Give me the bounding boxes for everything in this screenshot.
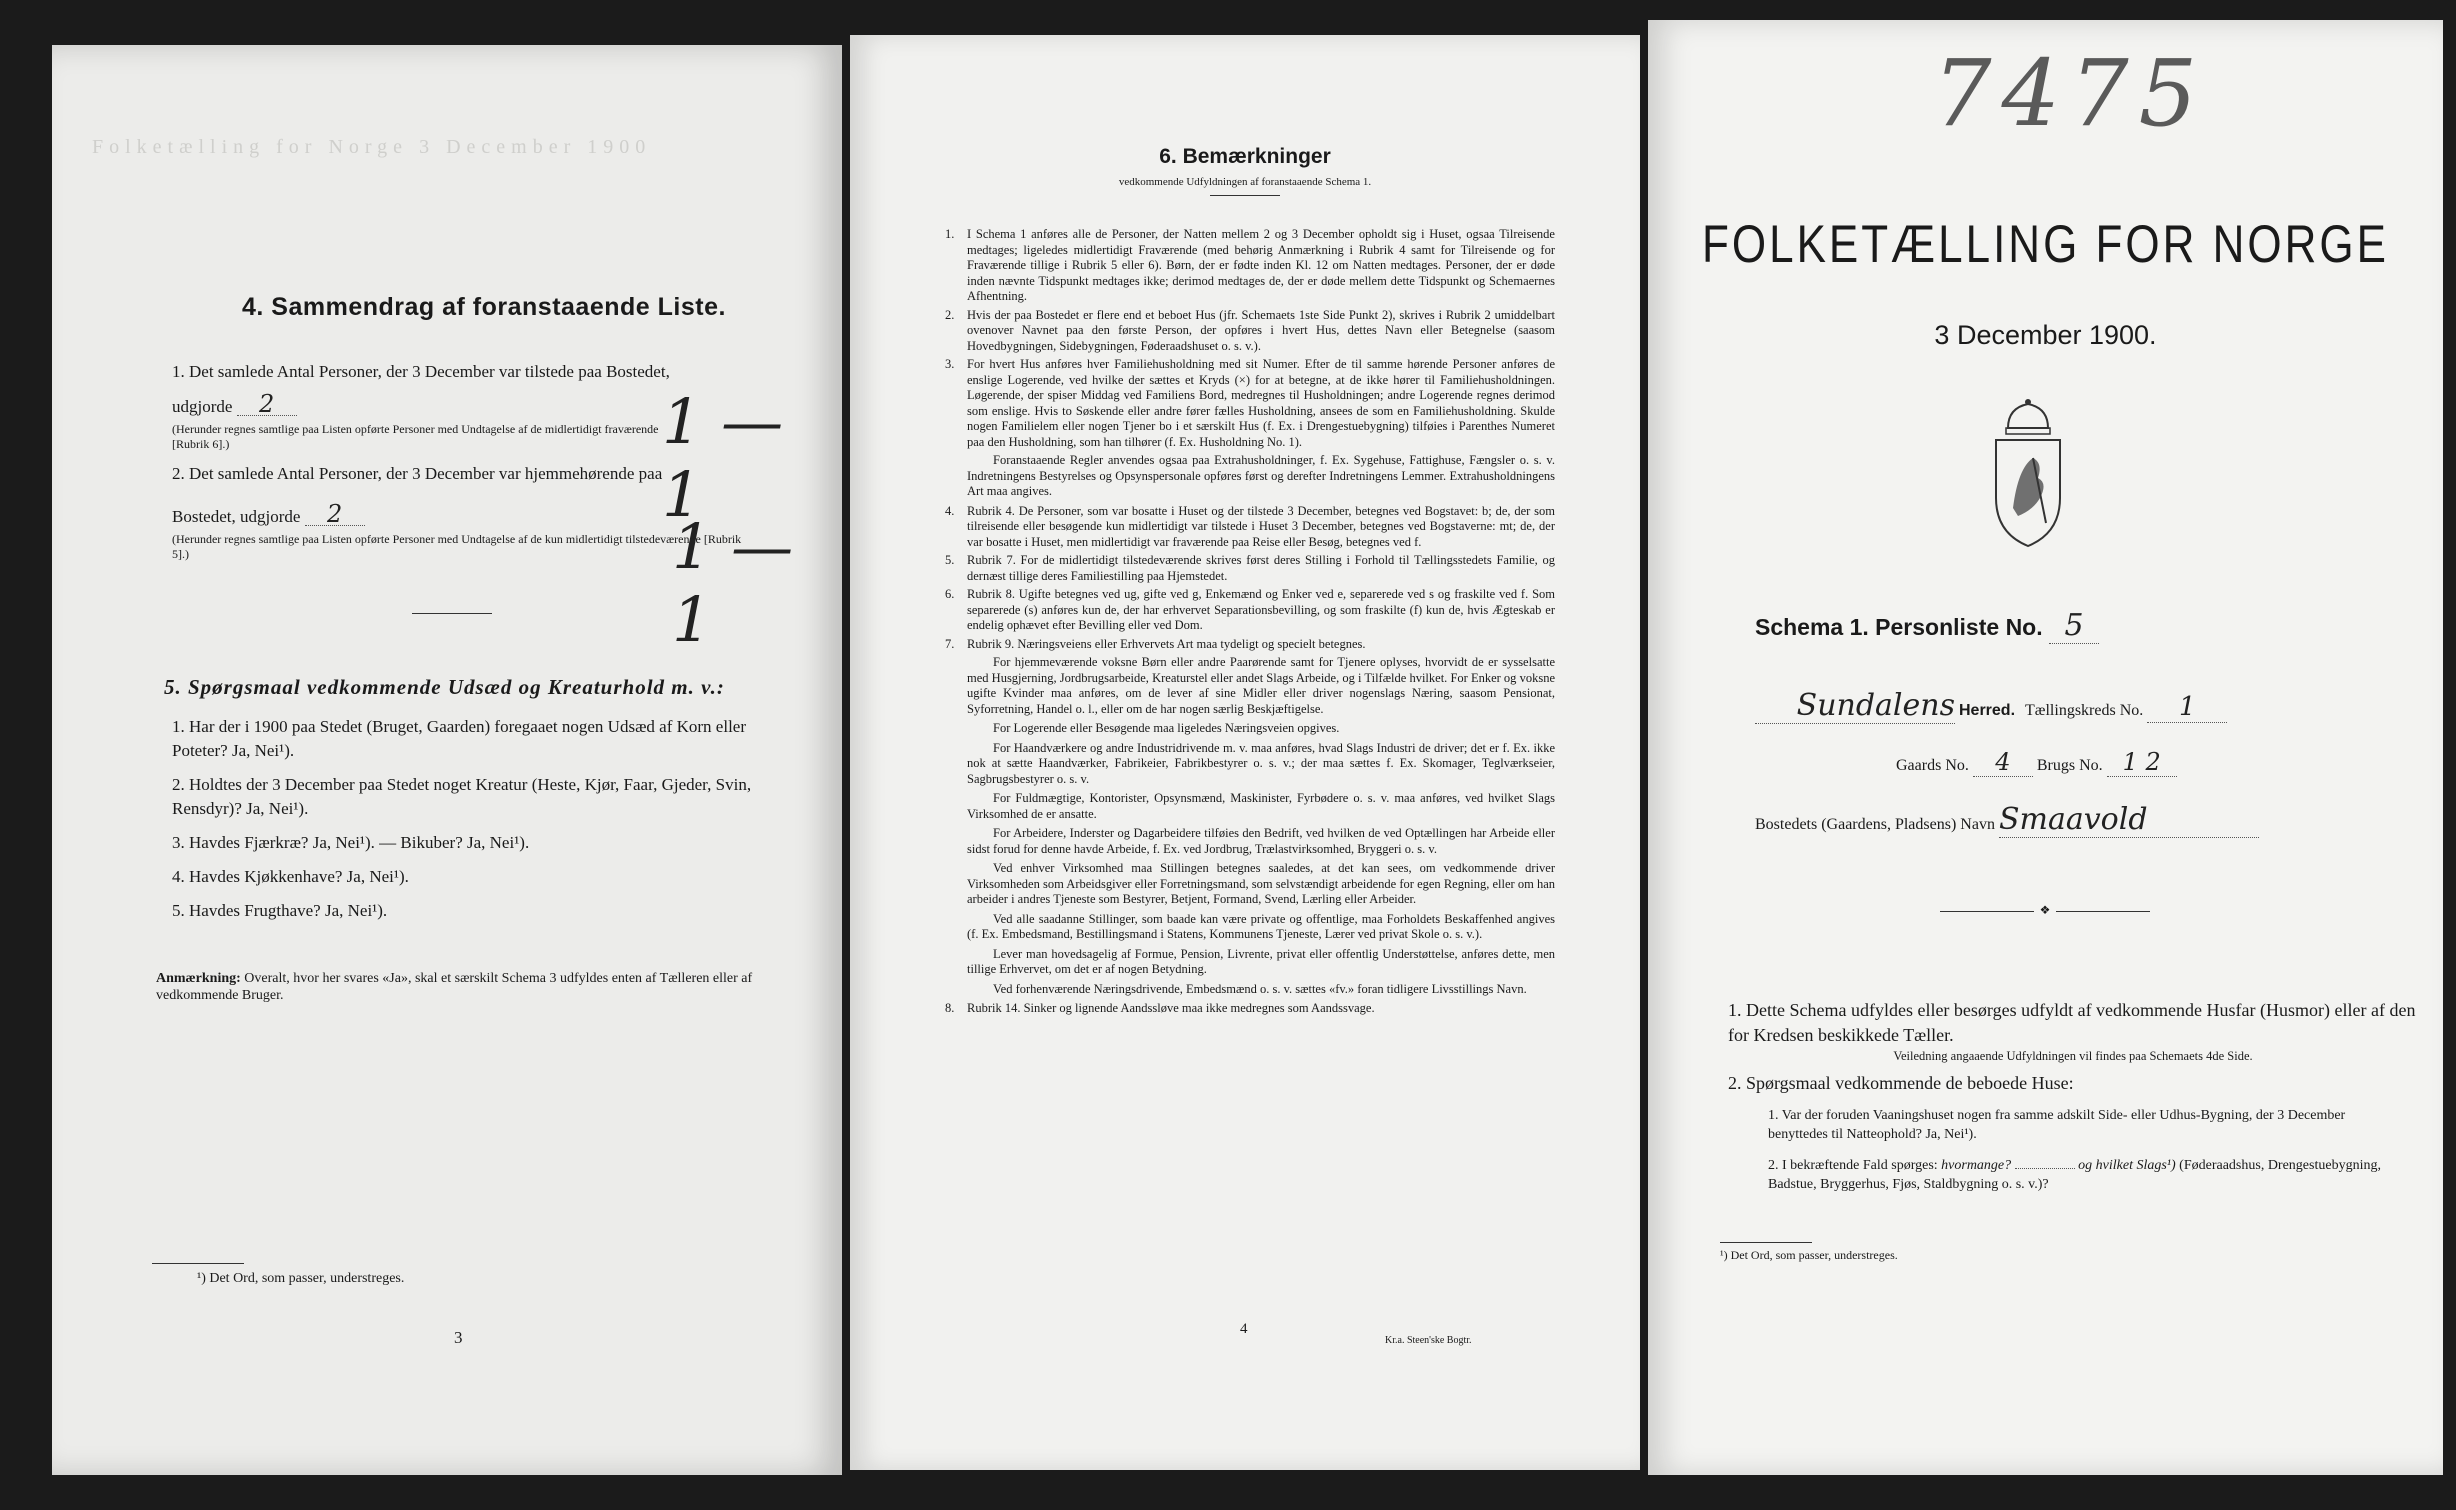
remark-item — [945, 826, 1555, 858]
remark-number — [945, 655, 967, 718]
remark-number: 7. — [945, 636, 955, 651]
item1-prefix: udgjorde — [172, 397, 233, 416]
remark-item — [945, 741, 1555, 789]
remark-number: 2. — [945, 307, 955, 322]
remarks-list — [945, 227, 1555, 1020]
q2-answer: Ja, Nei¹). — [246, 799, 309, 818]
item1-text: 1. Det samlede Antal Personer, der 3 December var tilstede paa Bostedet, — [172, 362, 670, 381]
remark-text: Foranstaaende Regler anvendes ogsaa paa Extrahusholdninger, f. Ex. Sygehuse, Fattighuse, Fængsler o. s. v. Indretningens Bestyrelses og Opsynspersonale opføres først og derefter Indretningens Lemmer. Extrahusholdningens Art maa angives. — [967, 453, 1555, 498]
remark-item — [945, 1001, 1555, 1017]
page-4 — [850, 35, 1640, 1470]
remark-number: 5. — [945, 553, 955, 567]
document-date: 3 December 1900. — [1934, 320, 2157, 350]
remark-number: 6. — [945, 587, 955, 601]
remark-text: For Logerende eller Besøgende maa ligeledes Næringsveien opgives. — [993, 721, 1340, 735]
footnote: ¹) Det Ord, som passer, understreges. — [197, 1271, 405, 1286]
herred-value: Sundalens — [1755, 688, 1955, 724]
q3-answer: Ja, Nei¹). — Bikuber? Ja, Nei¹). — [312, 833, 530, 852]
remark-item — [945, 861, 1555, 909]
brugs-label: Brugs No. — [2036, 757, 2103, 774]
item1-value: 2 — [237, 393, 297, 416]
q1-answer: Ja, Nei¹). — [231, 741, 295, 760]
instruction-1-sub: Veiledning angaaende Udfyldningen vil findes paa Schemaets 4de Side. — [1893, 1049, 2253, 1063]
coat-of-arms — [1988, 398, 2068, 553]
remark-item — [945, 791, 1555, 823]
remark-text: Rubrik 14. Sinker og lignende Aandssløve maa ikke medregnes som Aandssvage. — [967, 1001, 1375, 1015]
page-1-cover — [1648, 20, 2443, 1475]
remark-text: Hvis der paa Bostedet er flere end et beboet Hus (jfr. Schemaets 1ste Side Punkt 2), skrives i Rubrik 2 umiddelbart ovenover Navnet paa den første Person, der opføres i hvert Hus, dettes Navn eller Betegnelse (saasom Hovedbygningen, Sidebygningen, Føderaadshuset o. s. v.). — [967, 307, 1555, 353]
remark-item — [945, 357, 1555, 450]
instructions — [1728, 998, 2418, 1194]
remark-item — [945, 504, 1555, 551]
remark-text: Rubrik 8. Ugifte betegnes ved ug, gifte ved g, Enkemænd og Enker ved e, separerede ved s og fraskilte ved f. Som separerede (s) anføres kun de, der har erhvervet Separationsbevilling, og som fraskilte (f) kun de, hvis Ægteskab er endelig ophævet efter Bevilling eller ved Dom. — [967, 587, 1555, 632]
remark-number — [945, 791, 967, 823]
remark-number — [945, 741, 967, 789]
item2-value: 2 — [305, 503, 365, 526]
instruction-1: 1. Dette Schema udfyldes eller besørges udfyldt af vedkommende Husfar (Husmor) eller af den for Kredsen beskikkede Tæller. — [1728, 1000, 2416, 1045]
gaards-line — [1896, 748, 2396, 777]
footnote: ¹) Det Ord, som passer, understreges. — [1720, 1248, 1898, 1262]
printer-mark: Kr.a. Steen'ske Bogtr. — [1385, 1335, 1472, 1346]
remark-number — [945, 861, 967, 909]
remark-text: For Fuldmægtige, Kontorister, Opsynsmænd, Maskinister, Fyrbødere o. s. v. maa anføres, ved hvilket Slags Virksomhed de er ansatte. — [967, 791, 1555, 821]
q4: 4. Havdes Kjøkkenhave? Ja, Nei¹). — [172, 867, 409, 886]
remark-text: Rubrik 4. De Personer, som var bosatte i Huset og der tilstede 3 December, betegnes ved Bogstavet: b; de, der som tilreisende eller besøgende kun midlertidigt var tilstede i Huset 3 December, betegnes ved Bogstaverne: mt; de, der var bosatte i Huset, men midlertidigt var fraværende paa Reise eller Besøg, betegnes ved f. — [967, 503, 1555, 549]
remark-text: I Schema 1 anføres alle de Personer, der Natten mellem 2 og 3 December opholdt sig i Huset, ogsaa Tilreisende medtages; ligeledes midlertidigt Fraværende (med behørig Anmærkning i Rubrik 4 samt for Tilreisende og for Fraværende tillige i Rubrik 5 eller 6). Børn, der er fødte inden Kl. 12 om Natten medtages. Personer, der er døde inden nævnte Tidspunkt medtages ikke; derimod medtages de, der er døde mellem dette Tidspunkt og Schemaernes Afhentning. — [967, 227, 1555, 303]
page-3 — [52, 45, 842, 1475]
ornament-divider: ❖ — [1940, 902, 2150, 918]
remark-text: For hjemmeværende voksne Børn eller andre Paarørende samt for Tjenere oplyses, hvorvidt de er sysselsatte med Husgjerning, Jordbrugsarbeide, Kreaturstel eller andet Slags Arbeide, og i Tilfælde hvilket. For Enker og voksne ugifte Kvinder maa anføres, om de lever af sine Midler eller driver nogenslags Næring, saasom Pensionat, Syforretning, Handel o. l., eller om de har nogen særlig Beskjæftigelse. — [967, 655, 1555, 716]
remarks-heading: 6. Bemærkninger — [1159, 145, 1331, 168]
remark-number: 4. — [945, 503, 955, 518]
footnote-rule — [152, 1263, 244, 1264]
remark-item — [945, 637, 1555, 653]
bosted-label: Bostedets (Gaardens, Pladsens) Navn — [1755, 816, 1995, 833]
q4-answer: Ja, Nei¹). — [346, 867, 409, 886]
section4-heading: 4. Sammendrag af foranstaaende Liste. — [242, 293, 726, 321]
remark-text: Lever man hovedsagelig af Formue, Pension, Livrente, privat eller offentlig Understøttelse, anføres dette, men tillige Erhvervet, om det er af nogen Betydning. — [967, 946, 1555, 976]
remark-text: For hvert Hus anføres hver Familiehusholdning med sit Numer. Efter de til samme hørende Personer anføres de enslige Logerende, ved hvilke der sættes et Kryds (×) for at betegne, at de ikke hører til Familiehusholdningen. Løgerende, der spiser Middag ved Familiens Bord, medregnes til Husholdningen; andre Logerende regnes derimod som enslige. Hvis to Søskende eller andre fører fælles Husholdning, ansees de som en Familiehusholdning. Skulde nogen Familielem eller nogen Tjener bo i et særskilt Hus (f. Ex. i Drengestuebygning) tilføies i Parenthes Numeret paa den Husholdning, som han tilhører (f. Ex. Husholdning No. 1). — [967, 357, 1555, 449]
remark-text: Ved forhenværende Næringsdrivende, Embedsmænd o. s. v. sættes «fv.» foran tidligere Livsstillings Navn. — [993, 981, 1527, 996]
remark-number — [945, 826, 967, 858]
faint-bleed-header: Folketælling for Norge 3 December 1900 — [92, 136, 652, 158]
remark-item — [945, 912, 1555, 944]
instruction-2-q2: 2. I bekræftende Fald spørges: hvormange? og hvilket Slags¹) (Føderaadshus, Drengestuebygning, Badstue, Bryggerhus, Fjøs, Staldbygning o. s. v.)? — [1768, 1158, 2381, 1192]
item2-prefix: Bostedet, udgjorde — [172, 507, 301, 526]
q3: 3. Havdes Fjærkræ? Ja, Nei¹). — Bikuber? Ja, Nei¹). — [172, 833, 530, 852]
remark-item — [945, 721, 1555, 738]
remark-number — [945, 721, 967, 738]
remark-number: 1. — [945, 227, 955, 241]
remark-item — [945, 982, 1555, 999]
q5: 5. Havdes Frugthave? Ja, Nei¹). — [172, 901, 388, 920]
document-title: FOLKETÆLLING FOR NORGE — [1702, 215, 2389, 274]
anmaerkning — [156, 970, 806, 1004]
remarks-subheading: vedkommende Udfyldningen af foranstaaende Schema 1. — [1118, 176, 1372, 188]
lion-shield-icon — [1988, 398, 2068, 548]
remark-number — [945, 453, 967, 501]
remark-number — [945, 947, 967, 979]
instruction-2-q1: 1. Var der foruden Vaaningshuset nogen fra samme adskilt Side- eller Udhus-Bygning, der 3 December benyttedes til Natteophold? Ja, Nei¹). — [1768, 1108, 2346, 1142]
item1-tally: 1 — 1 — [662, 385, 784, 531]
divider — [412, 613, 492, 614]
note-label: Anmærkning: — [156, 971, 241, 986]
q2: 2. Holdtes der 3 December paa Stedet noget Kreatur (Heste, Kjør, Faar, Gjeder, Svin, Rensdyr)? Ja, Nei¹). — [172, 775, 752, 818]
brugs-value: 1 2 — [2107, 748, 2177, 777]
schema-label: Schema 1. Personliste No. — [1755, 614, 2043, 640]
kreds-value: 1 — [2147, 692, 2227, 723]
remark-item — [945, 587, 1555, 634]
kreds-label: Tællingskreds No. — [2025, 702, 2144, 719]
section5-questions — [172, 715, 802, 923]
remark-text: Ved enhver Virksomhed maa Stillingen betegnes saaledes, at det kan sees, om vedkommende driver Virksomheden som Arbeidsgiver eller Forretningsmand, som selvstændigt arbeidende for egen Regning, eller om han arbeider i andres Tjeneste som Bestyrer, Betjent, Formand, Svend, Lærling eller Arbeider. — [967, 861, 1555, 906]
remark-number — [945, 912, 967, 944]
gaards-value: 4 — [1973, 748, 2033, 777]
remark-item — [945, 655, 1555, 718]
remark-item — [945, 947, 1555, 979]
footnote-rule — [1720, 1242, 1812, 1243]
remark-item — [945, 227, 1555, 305]
remark-item — [945, 553, 1555, 584]
note-text: Overalt, hvor her svares «Ja», skal et særskilt Schema 3 udfyldes enten af Tælleren eller af vedkommende Bruger. — [156, 971, 753, 1003]
remark-text: Ved alle saadanne Stillinger, som baade kan være private og offentlige, maa Forholdets Beskaffenhed angives (f. Ex. Embedsmand, Bestillingsmand i Statens, Kommunens Tjeneste, Lærer ved privat Skole o. s. v.). — [967, 911, 1555, 941]
remark-number — [945, 982, 967, 999]
remark-text: For Haandværkere og andre Industridrivende m. v. maa anføres, hvad Slags Industri de driver; det er f. Ex. ikke nok at sætte Haandværker, Fabrikeier, Fabrikbestyrer o. s. v.; der maa sættes f. Ex. Skomager, Teglværkseier, Sagbrugsbestyrer o. s. v. — [967, 740, 1555, 786]
remark-item — [945, 453, 1555, 501]
remark-item — [945, 308, 1555, 355]
bosted-line — [1755, 802, 2415, 838]
instruction-2-q1-answer: Ja, Nei¹). — [1925, 1127, 1977, 1142]
section5-heading: 5. Spørgsmaal vedkommende Udsæd og Kreaturhold m. v.: — [164, 675, 725, 699]
herred-label: Herred. — [1959, 702, 2016, 719]
remark-text: For Arbeidere, Inderster og Dagarbeidere tilføies den Bedrift, ved hvilken de ved Optællingen har Arbeide eller sidst forud for denne havde Arbeide, f. Ex. ved Jordbrug, Trælastvirksomhed, Bryggeri o. s. v. — [967, 826, 1555, 856]
schema-line — [1755, 608, 2099, 644]
archive-number: 7475 — [1933, 40, 2208, 147]
item2-text: 2. Det samlede Antal Personer, der 3 December var hjemmehørende paa — [172, 464, 663, 483]
instruction-2: 2. Spørgsmaal vedkommende de beboede Huse: — [1728, 1073, 2074, 1093]
gaards-label: Gaards No. — [1896, 757, 1969, 774]
item2-note: (Herunder regnes samtlige paa Listen opførte Personer med Undtagelse af de kun midlertidigt tilstedeværende [Rubrik 5].) — [172, 532, 742, 561]
remark-text: Rubrik 9. Næringsveiens eller Erhvervets Art maa tydeligt og specielt betegnes. — [967, 636, 1366, 651]
q5-answer: Ja, Nei¹). — [324, 901, 388, 920]
remark-number: 8. — [945, 1001, 955, 1015]
page-number: 3 — [454, 1328, 463, 1347]
heading-rule — [1210, 195, 1280, 196]
remark-number: 3. — [945, 357, 955, 371]
q1: 1. Har der i 1900 paa Stedet (Bruget, Gaarden) foregaaet nogen Udsæd af Korn eller Poteter? Ja, Nei¹). — [172, 717, 747, 760]
item1-note: (Herunder regnes samtlige paa Listen opførte Personer med Undtagelse af de midlertidigt fraværende [Rubrik 6].) — [172, 422, 659, 451]
schema-number: 5 — [2049, 608, 2099, 644]
page-number: 4 — [1240, 1321, 1248, 1337]
item2-tally: 1 — 1 — [672, 510, 794, 656]
bosted-value: Smaavold — [1999, 802, 2259, 838]
herred-line — [1755, 688, 2395, 724]
remark-text: Rubrik 7. For de midlertidigt tilstedeværende skrives først deres Stilling i Forhold til Tællingsstedets Familie, og dernæst tillige deres Familiestilling paa Hjemstedet. — [967, 553, 1555, 583]
